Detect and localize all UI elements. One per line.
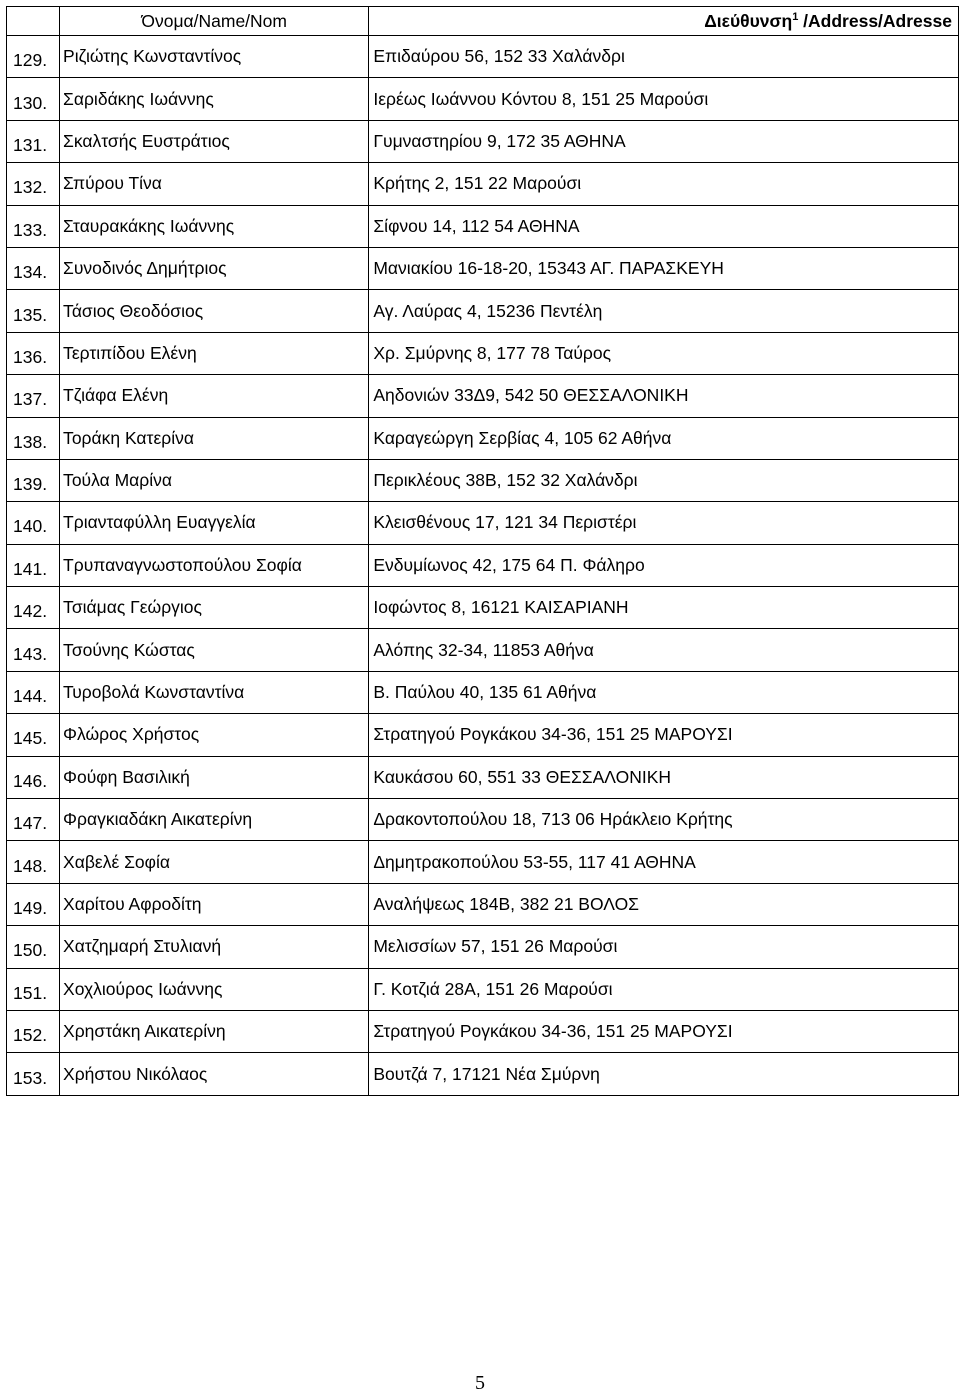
table-row [7,841,959,883]
row-name: Χαβελέ Σοφία [60,841,369,883]
row-name: Χοχλιούρος Ιωάννης [60,968,369,1010]
table-row [7,120,959,162]
row-number: 152. [7,1010,60,1052]
row-name: Τσούνης Κώστας [60,629,369,671]
row-name: Τυροβολά Κωνσταντίνα [60,671,369,713]
row-number: 136. [7,332,60,374]
page-number: 5 [475,1372,485,1394]
row-name: Σαριδάκης Ιωάννης [60,78,369,120]
row-name: Συνοδινός Δημήτριος [60,247,369,289]
table-row [7,290,959,332]
row-address: Καραγεώργη Σερβίας 4, 105 62 Αθήνα [369,417,959,459]
row-number: 133. [7,205,60,247]
row-address: Στρατηγού Ρογκάκου 34-36, 151 25 ΜΑΡΟΥΣΙ [369,1010,959,1052]
row-number: 135. [7,290,60,332]
row-address: Αηδονιών 33Δ9, 542 50 ΘΕΣΣΑΛΟΝΙΚΗ [369,375,959,417]
row-name: Χαρίτου Αφροδίτη [60,883,369,925]
row-address: Καυκάσου 60, 551 33 ΘΕΣΣΑΛΟΝΙΚΗ [369,756,959,798]
table-row [7,756,959,798]
row-address: Κρήτης 2, 151 22 Μαρούσι [369,163,959,205]
row-address: Περικλέους 38Β, 152 32 Χαλάνδρι [369,459,959,501]
row-address: Ενδυμίωνος 42, 175 64 Π. Φάληρο [369,544,959,586]
table-row [7,587,959,629]
row-number: 138. [7,417,60,459]
header-number-cell [7,7,60,36]
row-address: Αναλήψεως 184Β, 382 21 ΒΟΛΟΣ [369,883,959,925]
row-number: 130. [7,78,60,120]
row-name: Τάσιος Θεοδόσιος [60,290,369,332]
row-number: 140. [7,502,60,544]
row-number: 142. [7,587,60,629]
table-row [7,926,959,968]
row-address: Γυμναστηρίου 9, 172 35 ΑΘΗΝΑ [369,120,959,162]
row-number: 149. [7,883,60,925]
header-address-rest: /Address/Adresse [798,10,952,31]
row-name: Ριζιώτης Κωνσταντίνος [60,36,369,78]
row-address: Χρ. Σμύρνης 8, 177 78 Ταύρος [369,332,959,374]
address-table [6,6,959,1096]
row-name: Τριανταφύλλη Ευαγγελία [60,502,369,544]
row-address: Βουτζά 7, 17121 Νέα Σμύρνη [369,1053,959,1095]
row-number: 153. [7,1053,60,1095]
table-row [7,459,959,501]
row-number: 129. [7,36,60,78]
row-name: Τζιάφα Ελένη [60,375,369,417]
row-name: Χατζημαρή Στυλιανή [60,926,369,968]
header-address-main: Διεύθυνση [704,10,793,31]
table-row [7,205,959,247]
row-number: 147. [7,799,60,841]
header-address [369,7,959,36]
row-name: Τσιάμας Γεώργιος [60,587,369,629]
row-address: Μανιακίου 16-18-20, 15343 ΑΓ. ΠΑΡΑΣΚΕΥΗ [369,247,959,289]
row-number: 131. [7,120,60,162]
header-name: Όνομα/Name/Nom [60,7,369,36]
table-row [7,502,959,544]
row-address: Μελισσίων 57, 151 26 Μαρούσι [369,926,959,968]
row-name: Τοράκη Κατερίνα [60,417,369,459]
table-row [7,375,959,417]
table-row [7,1010,959,1052]
row-name: Σπύρου Τίνα [60,163,369,205]
row-number: 148. [7,841,60,883]
row-name: Χρηστάκη Αικατερίνη [60,1010,369,1052]
row-address: Αλόπης 32-34, 11853 Αθήνα [369,629,959,671]
header-row [7,7,959,36]
row-address: Ιερέως Ιωάννου Κόντου 8, 151 25 Μαρούσι [369,78,959,120]
row-address: Δημητρακοπούλου 53-55, 117 41 ΑΘΗΝΑ [369,841,959,883]
row-number: 146. [7,756,60,798]
table-body [7,36,959,1096]
row-number: 143. [7,629,60,671]
table-row [7,417,959,459]
row-number: 141. [7,544,60,586]
row-name: Τούλα Μαρίνα [60,459,369,501]
table-row [7,36,959,78]
row-address: Ιοφώντος 8, 16121 ΚΑΙΣΑΡΙΑΝΗ [369,587,959,629]
row-address: Σίφνου 14, 112 54 ΑΘΗΝΑ [369,205,959,247]
table-row [7,883,959,925]
table-row [7,629,959,671]
row-name: Τρυπαναγνωστοπούλου Σοφία [60,544,369,586]
row-name: Σκαλτσής Ευστράτιος [60,120,369,162]
row-number: 139. [7,459,60,501]
row-name: Χρήστου Νικόλαος [60,1053,369,1095]
table-row [7,714,959,756]
table-row [7,163,959,205]
row-address: Επιδαύρου 56, 152 33 Χαλάνδρι [369,36,959,78]
table-row [7,78,959,120]
row-address: Κλεισθένους 17, 121 34 Περιστέρι [369,502,959,544]
row-number: 137. [7,375,60,417]
row-number: 150. [7,926,60,968]
table-row [7,799,959,841]
row-name: Φλώρος Χρήστος [60,714,369,756]
row-address: Αγ. Λαύρας 4, 15236 Πεντέλη [369,290,959,332]
table-row [7,968,959,1010]
table-row [7,671,959,713]
row-address: Στρατηγού Ρογκάκου 34-36, 151 25 ΜΑΡΟΥΣΙ [369,714,959,756]
table-row [7,544,959,586]
row-number: 144. [7,671,60,713]
row-address: Γ. Κοτζιά 28Α, 151 26 Μαρούσι [369,968,959,1010]
row-name: Φραγκιαδάκη Αικατερίνη [60,799,369,841]
table-row [7,247,959,289]
table-row [7,332,959,374]
row-address: Δρακοντοπούλου 18, 713 06 Ηράκλειο Κρήτης [369,799,959,841]
row-number: 151. [7,968,60,1010]
table-row [7,1053,959,1095]
row-address: Β. Παύλου 40, 135 61 Αθήνα [369,671,959,713]
row-name: Φούφη Βασιλική [60,756,369,798]
row-name: Τερτιπίδου Ελένη [60,332,369,374]
header-address-footnote: 1 [792,10,799,23]
row-number: 145. [7,714,60,756]
row-name: Σταυρακάκης Ιωάννης [60,205,369,247]
row-number: 132. [7,163,60,205]
row-number: 134. [7,247,60,289]
